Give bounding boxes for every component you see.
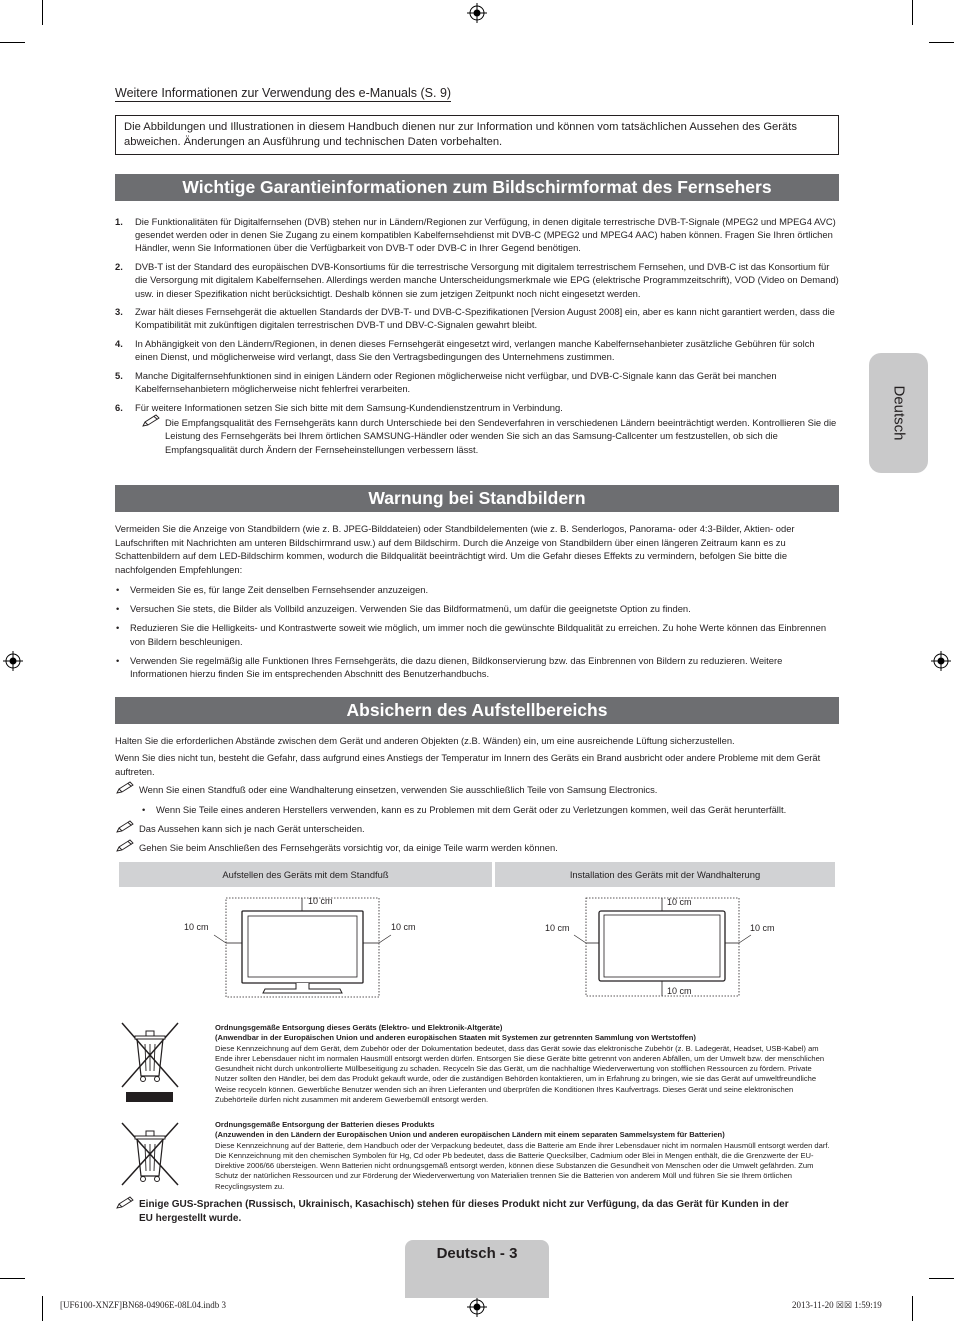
weee-disposal-body: Diese Kennzeichnung auf dem Gerät, dem Zubehör oder der Dokumentation bedeutet, dass das Gerät sowie das elektronische Zubehör (z. B. Ladegerät, Headset, USB-Kabel) am Ende ihrer Lebensdauer nicht im normalen Hausmüll entsorgt werden dürfen. Entsorgen Sie diese Geräte bitte getrennt von anderen Abfällen, um der Umwelt bzw. der menschlichen Gesundheit nicht durch unkontrollierte Müllbeseitigung zu schaden. Recyceln Sie das Gerät, um die nachhaltige Wiederverwertung von stofflichen Ressourcen zu fördern. Private Nutzer sollten den Händler, bei dem das Produkt gekauft wurde, oder die zuständigen Behörden kontaktieren, um in Erfahrung zu bringen, wie sie das Gerät auf umweltfreundliche Weise recyceln können. Gewerbliche Benutzer wenden sich an ihren Lieferanten und überprüfen die Konditionen Ihres Kaufvertrags. Dieses Gerät und seine elektronischen Zubehörteile dürfen nicht zusammen mit anderem Gewerbemüll entsorgt werden. bbox=[215, 1043, 825, 1105]
installation-note-parts: Wenn Sie einen Standfuß oder eine Wandhalterung einsetzen, verwenden Sie ausschließlich Teile von Samsung Electronics. bbox=[115, 783, 839, 797]
list-item: • Reduzieren Sie die Helligkeits- und Kontrastwerte soweit wie möglich, um immer noch die gewünschte Bildqualität zu erreichen. Zu hohe Werte können das Einbrennen von Bildern beschleunigen. bbox=[115, 621, 839, 648]
reception-note: Die Empfangsqualität des Fernsehgeräts kann durch Unterschiede bei den Sendeverfahren in verschiedenen Ländern beeinträchtigt werden. Kontrollieren Sie die Leistung des Fernsehgeräts bei Ihrem örtlichen SAMSUNG-Händler oder wenden Sie sich an das Samsung-Callcenter um festzustellen, ob sich die Empfangsqualität durch Ändern der Fernseheinstellungen verbessern lässt. bbox=[141, 416, 839, 456]
dimension-label: 10 cm bbox=[667, 986, 692, 996]
installation-para-1: Halten Sie die erforderlichen Abstände zwischen dem Gerät und anderen Objekten (z.B. Wänden) ein, um eine ausreichende Lüftung sicherzustellen. bbox=[115, 735, 735, 746]
list-item: 3. Zwar hält dieses Fernsehgerät die aktuellen Standards der DVB-T- und DVB-C-Spezifikationen [Version August 2008] ein, aber es kann nicht garantiert werden, dass die Kompatibilität mit zukünftigen digitalen terrestrischen DVB-T und DBV-C-Signalen gewahrt bleibt. bbox=[115, 306, 835, 331]
section-title-still-images: Warnung bei Standbildern bbox=[115, 485, 839, 512]
installation-note-heat: Gehen Sie beim Anschließen des Fernsehgeräts vorsichtig vor, da einige Teile warm werden können. bbox=[115, 841, 839, 855]
emanual-reference-heading: Weitere Informationen zur Verwendung des e-Manuals (S. 9) bbox=[115, 86, 452, 100]
wall-mount-clearance-diagram bbox=[540, 893, 790, 1003]
battery-disposal-title: Ordnungsgemäße Entsorgung der Batterien dieses Produkts bbox=[215, 1120, 435, 1129]
battery-disposal-subtitle: (Anzuwenden in den Ländern der Europäischen Union und anderen europäischen Ländern mit einem separaten Sammelsystem für Batterien) bbox=[215, 1130, 725, 1140]
crop-mark bbox=[912, 1296, 913, 1321]
note-pencil-icon bbox=[141, 414, 161, 428]
cis-language-note: Einige GUS-Sprachen (Russisch, Ukrainisch, Kasachisch) stehen für dieses Produkt nicht zur Verfügung, da das Gerät für Kunden in der EU hergestellt wurde. bbox=[115, 1198, 805, 1226]
illustration-notice-box: Die Abbildungen und Illustrationen in diesem Handbuch dienen nur zur Information und können vom tatsächlichen Aussehen des Geräts abweichen. Änderungen an Ausführung und technischen Daten vorbehalten. bbox=[115, 115, 839, 155]
crop-mark bbox=[42, 0, 43, 25]
dimension-label: 10 cm bbox=[545, 923, 570, 933]
crop-mark bbox=[929, 1278, 954, 1279]
list-item: • Verwenden Sie regelmäßig alle Funktionen Ihres Fernsehgeräts, die dazu dienen, Bildkonservierung bzw. das Einbrennen von Bildern zu reduzieren. Weitere Informationen hierzu finden Sie im entsprechenden Abschnitt des Benutzerhandbuchs. bbox=[115, 654, 839, 681]
stand-diagram-title: Aufstellen des Geräts mit dem Standfuß bbox=[119, 862, 492, 887]
warranty-list bbox=[115, 215, 839, 456]
wall-mount-diagram-title: Installation des Geräts mit der Wandhalterung bbox=[495, 862, 835, 887]
dimension-label: 10 cm bbox=[667, 897, 692, 907]
installation-para-2: Wenn Sie dies nicht tun, besteht die Gefahr, dass aufgrund eines Anstiegs der Temperatur im Innern des Geräts ein Brand ausbricht oder andere Probleme mit dem Gerät auftreten. bbox=[115, 752, 821, 777]
section-title-installation-area: Absichern des Aufstellbereichs bbox=[115, 697, 839, 724]
dimension-label: 10 cm bbox=[184, 922, 209, 932]
registration-mark-icon bbox=[467, 1297, 487, 1317]
note-pencil-icon bbox=[115, 781, 135, 795]
section-title-warranty: Wichtige Garantieinformationen zum Bildschirmformat des Fernsehers bbox=[115, 174, 839, 201]
note-pencil-icon bbox=[115, 820, 135, 834]
list-item: 2. DVB-T ist der Standard des europäischen DVB-Konsortiums für die terrestrische Versorgung mit digitalem terrestrischem Fernsehen, und DVB-C ist das Konsortium für die Versorgung mit digitalem Kabelfernsehen. Allerdings werden manche Unterscheidungsmerkmale wie EPG (elektrische Programmzeitschrift), VOD (Video on Demand) usw. in dieser Spezifikation nicht berücksichtigt. Deshalb können sie zum jetzigen Zeitpunkt noch nicht eingesetzt werden. bbox=[115, 261, 839, 299]
crop-mark bbox=[912, 0, 913, 25]
dimension-label: 10 cm bbox=[750, 923, 775, 933]
list-item: • Versuchen Sie stets, die Bilder als Vollbild anzuzeigen. Verwenden Sie das Bildformatmenü, um dafür die geeignetste Option zu finden. bbox=[115, 602, 839, 616]
weee-crossed-bin-icon bbox=[119, 1020, 181, 1104]
registration-mark-icon bbox=[467, 3, 487, 23]
print-slug-file: [UF6100-XNZF]BN68-04906E-08L04.indb 3 bbox=[60, 1300, 226, 1310]
crop-mark bbox=[929, 42, 954, 43]
registration-mark-icon bbox=[931, 651, 951, 671]
page-number-tab bbox=[405, 1240, 549, 1298]
dimension-label: 10 cm bbox=[308, 896, 333, 906]
page-number: Deutsch - 3 bbox=[436, 1245, 518, 1262]
crop-mark bbox=[42, 1296, 43, 1321]
list-item: • Vermeiden Sie es, für lange Zeit denselben Fernsehsender anzuzeigen. bbox=[115, 583, 839, 597]
language-side-tab-label: Deutsch bbox=[890, 385, 907, 441]
installation-sub-bullet bbox=[141, 803, 841, 822]
still-images-intro: Vermeiden Sie die Anzeige von Standbildern (wie z. B. JPEG-Bilddateien) oder Standbildelementen (wie z. B. Senderlogos, Panorama- oder 4:3-Bilder, Aktien- oder Laufschriften mit Nachrichten am unteren Bildschirmrand usw.) auf dem Bildschirm. Durch die Anzeige von Standbildern über einen längeren Zeitraum kann es zu Schattenbildern auf dem LED-Bildschirm kommen, wodurch die Bildqualität beeinträchtigt wird. Um die Gefahr dieses Effekts zu vermindern, befolgen Sie bitte die nachfolgenden Empfehlungen: bbox=[115, 523, 795, 575]
weee-disposal-text bbox=[215, 1023, 835, 1105]
dimension-label: 10 cm bbox=[391, 922, 416, 932]
list-item: 6. Für weitere Informationen setzen Sie sich bitte mit dem Samsung-Kundendienstzentrum in Verbindung. bbox=[115, 401, 563, 413]
weee-disposal-subtitle: (Anwendbar in der Europäischen Union und anderen europäischen Staaten mit Systemen zur getrennten Sammlung von Wertstoffen) bbox=[215, 1033, 696, 1043]
list-item: 1. Die Funktionalitäten für Digitalfernsehen (DVB) stehen nur in Ländern/Regionen zur Verfügung, in denen digitale terrestrische DVB-T-Signale (MPEG2 und MPEG4 AVC) gesendet werden oder in denen Sie Zugang zu einem kompatiblen Kabelfernsehdienst mit DVB-C (MPEG2 und MPEG4 AAC) haben können. Fragen Sie Ihren örtlichen Händler, wenn Sie Informationen über die Verfügbarkeit von DVB-T oder DVB-C in Ihrer Gegend benötigen. bbox=[115, 216, 836, 254]
still-images-recommendations bbox=[115, 583, 839, 686]
battery-disposal-text bbox=[215, 1120, 835, 1192]
note-pencil-icon bbox=[115, 839, 135, 853]
weee-disposal-title: Ordnungsgemäße Entsorgung dieses Geräts (Elektro- und Elektronik-Altgeräte) bbox=[215, 1023, 503, 1032]
list-item: • Wenn Sie Teile eines anderen Herstellers verwenden, kann es zu Problemen mit dem Gerät oder zu Verletzungen kommen, weil das Gerät herunterfällt. bbox=[141, 803, 841, 817]
crop-mark bbox=[0, 1278, 25, 1279]
battery-disposal-body: Diese Kennzeichnung auf der Batterie, dem Handbuch oder der Verpackung bedeutet, dass die Batterie am Ende ihrer Lebensdauer nicht im normalen Hausmüll entsorgt werden darf. Die Kennzeichnung mit den chemischen Symbolen für Hg, Cd oder Pb bedeutet, dass die Batterie Quecksilber, Cadmium oder Blei in Mengen enthält, die die Grenzwerte der EU-Direktive 2006/66 übersteigen. Wenn Batterien nicht ordnungsgemäß entsorgt werden, können diese Substanzen die Gesundheit von Menschen oder die Umwelt gefährden. Zum Schutz der natürlichen Ressourcen und zur Förderung der Wiederverwertung von Materialien trennen Sie die Batterien von anderem Müll und führen Sie sie Ihrem örtlichen Recyclingsystem zu. bbox=[215, 1140, 830, 1191]
installation-note-appearance: Das Aussehen kann sich je nach Gerät unterscheiden. bbox=[115, 822, 839, 836]
crop-mark bbox=[0, 42, 25, 43]
language-side-tab bbox=[869, 353, 928, 473]
print-slug-timestamp: 2013-11-20 ☒☒ 1:59:19 bbox=[792, 1300, 882, 1310]
registration-mark-icon bbox=[3, 651, 23, 671]
list-item: 5. Manche Digitalfernsehfunktionen sind in einigen Ländern oder Regionen möglicherweise nicht verfügbar, und DVB-C-Signale kann das Gerät bei manchen Kabelfernsehanbietern möglicherweise nicht fehlerfrei verarbeiten. bbox=[115, 370, 777, 395]
stand-clearance-diagram bbox=[180, 893, 430, 1003]
list-item: 4. In Abhängigkeit von den Ländern/Regionen, in denen dieses Fernsehgerät eingesetzt wird, verlangen manche Kabelfernsehanbieter zusätzliche Gebühren für solch einen Dienst, und möglicherweise wird verlangt, dass Sie den Vertragsbedingungen des Unternehmens zustimmen. bbox=[115, 338, 815, 363]
battery-crossed-bin-icon bbox=[119, 1120, 181, 1188]
note-pencil-icon bbox=[115, 1196, 135, 1210]
